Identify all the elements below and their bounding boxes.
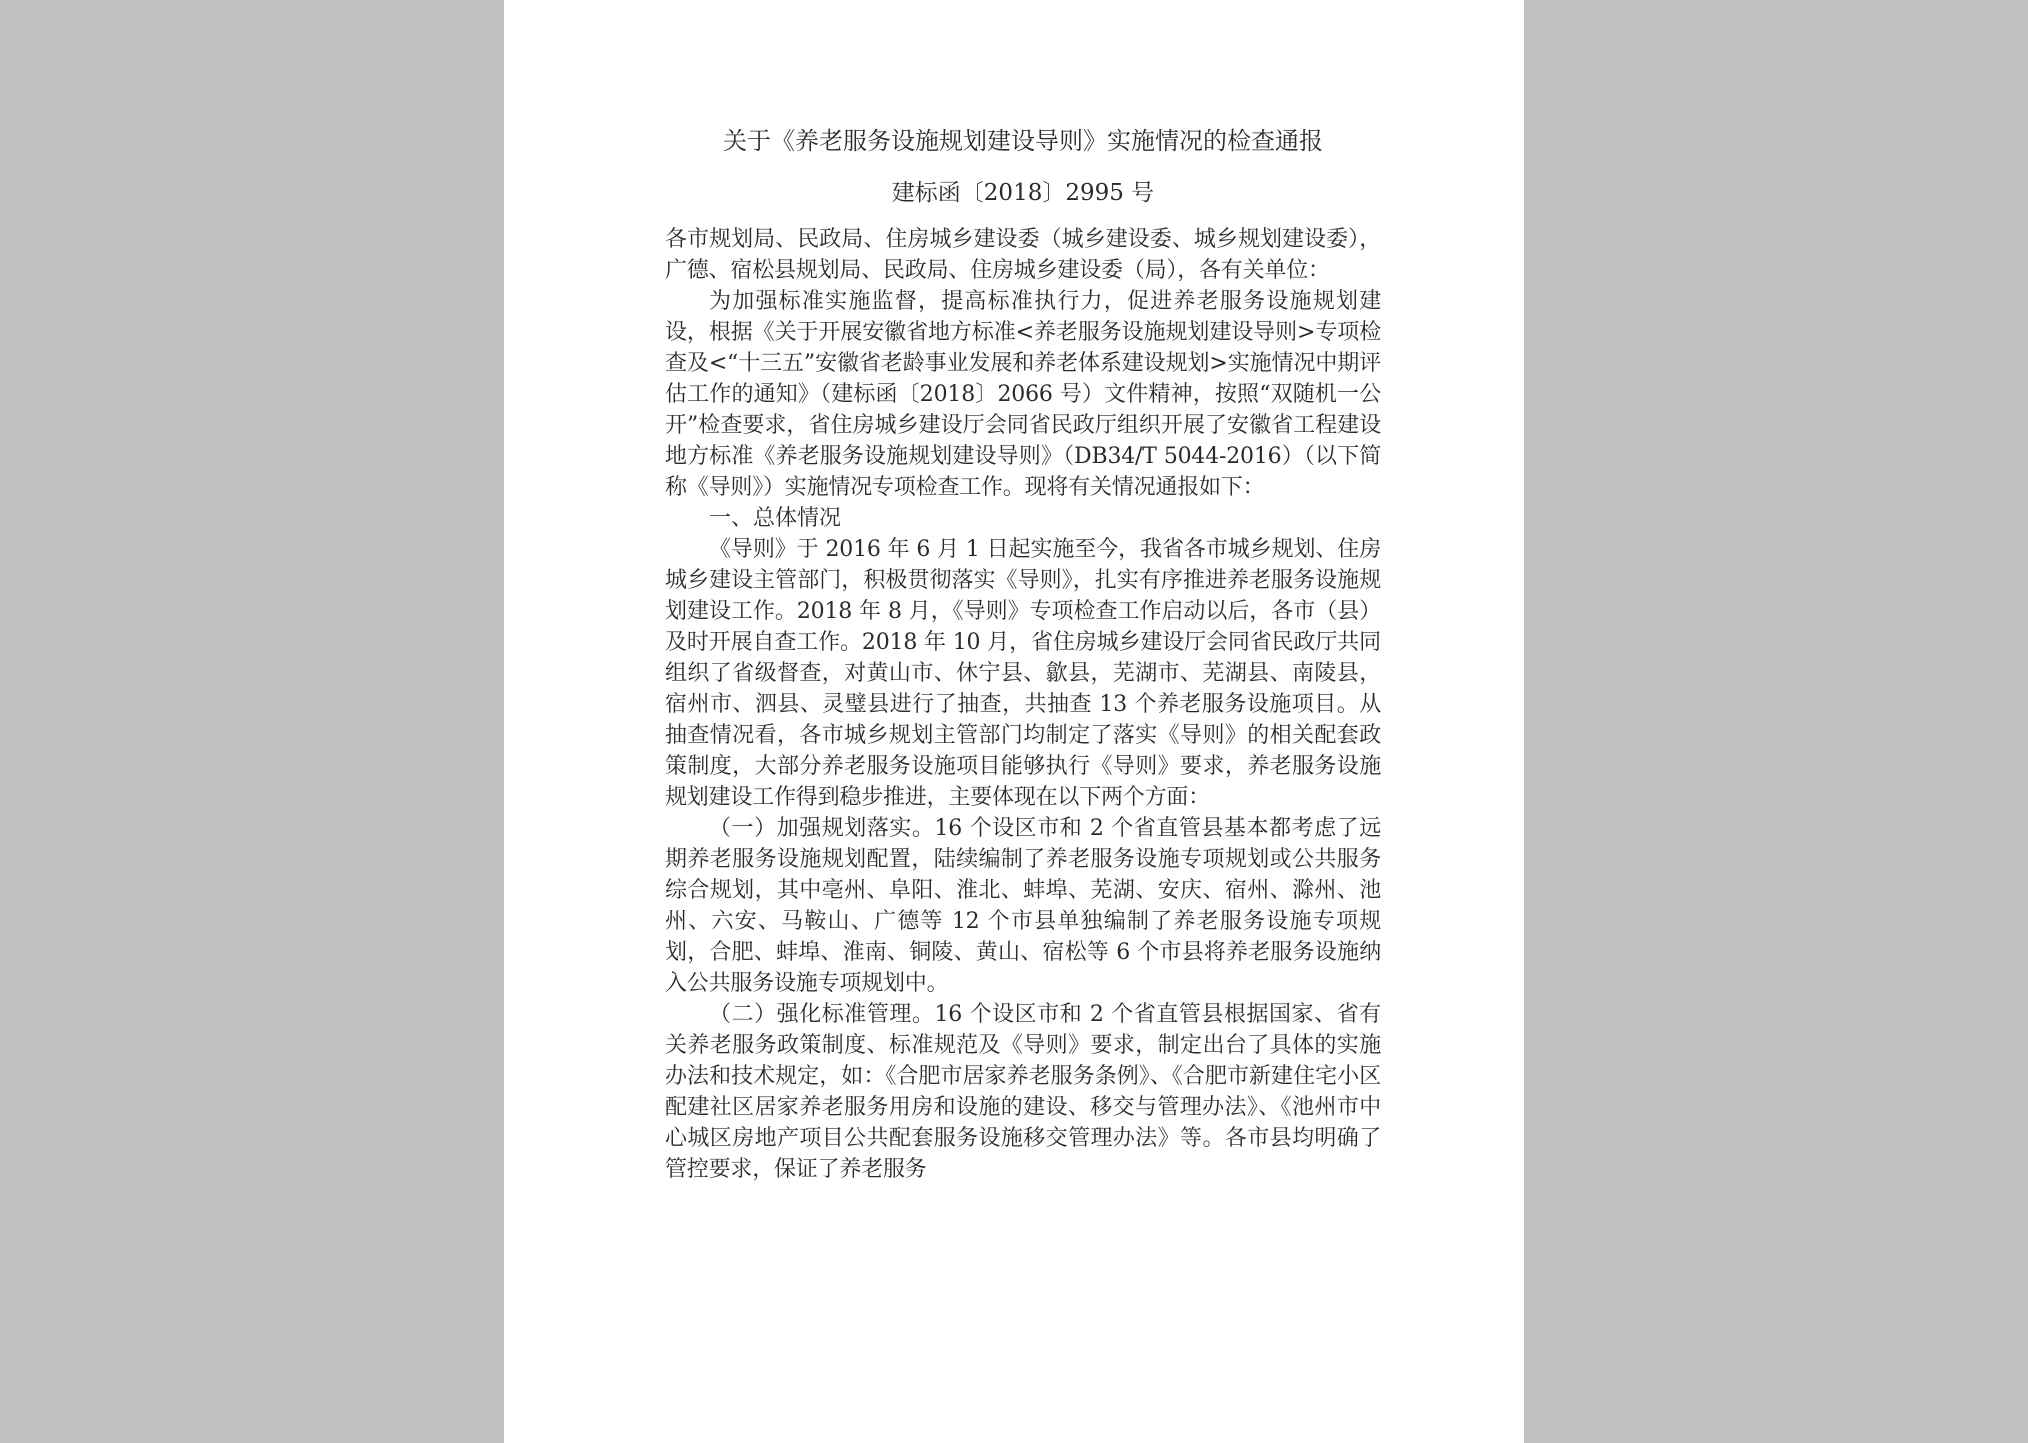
document-number: 建标函〔2018〕2995 号 [891,180,1155,206]
document-title: 关于《养老服务设施规划建设导则》实施情况的检查通报 [723,127,1323,155]
section-heading-overview: 一、总体情况 [709,506,842,531]
recipients-paragraph: 各市规划局、民政局、住房城乡建设委（城乡建设委、城乡规划建设委），广德、宿松县规划局、民政局、住房城乡建设委（局），各有关单位： [665,227,1381,283]
subsection-planning-paragraph: （一）加强规划落实。16 个设区市和 2 个省直管县基本都考虑了远期养老服务设施规划配置，陆续编制了养老服务设施专项规划或公共服务综合规划，其中亳州、阜阳、淮北、蚌埠、芜湖、安庆、宿州、滁州、池州、六安、马鞍山、广德等 12 个市县单独编制了养老服务设施专项规划，合肥、蚌埠、淮南、铜陵、黄山、宿松等 6 个市县将养老服务设施纳入公共服务设施专项规划中。 [665,816,1381,996]
intro-paragraph: 为加强标准实施监督，提高标准执行力，促进养老服务设施规划建设，根据《关于开展安徽省地方标准<养老服务设施规划建设导则>专项检查及<“十三五”安徽省老龄事业发展和养老体系建设规划>实施情况中期评估工作的通知》（建标函〔2018〕2066 号）文件精神，按照“双随机一公开”检查要求，省住房城乡建设厅会同省民政厅组织开展了安徽省工程建设地方标准《养老服务设施规划建设导则》（DB34/T 5044-2016）（以下简称《导则》）实施情况专项检查工作。现将有关情况通报如下： [665,289,1381,500]
overview-paragraph: 《导则》于 2016 年 6 月 1 日起实施至今，我省各市城乡规划、住房城乡建设主管部门，积极贯彻落实《导则》，扎实有序推进养老服务设施规划建设工作。2018 年 8 月，《导则》专项检查工作启动以后，各市（县）及时开展自查工作。2018 年 10 月，省住房城乡建设厅会同省民政厅共同组织了省级督查，对黄山市、休宁县、歙县，芜湖市、芜湖县、南陵县，宿州市、泗县、灵璧县进行了抽查，共抽查 13 个养老服务设施项目。从抽查情况看，各市城乡规划主管部门均制定了落实《导则》的相关配套政策制度，大部分养老服务设施项目能够执行《导则》要求，养老服务设施规划建设工作得到稳步推进，主要体现在以下两个方面： [665,537,1381,810]
document-page [504,0,1524,1443]
subsection-standards-paragraph: （二）强化标准管理。16 个设区市和 2 个省直管县根据国家、省有关养老服务政策制度、标准规范及《导则》要求，制定出台了具体的实施办法和技术规定，如：《合肥市居家养老服务条例》、《合肥市新建住宅小区配建社区居家养老服务用房和设施的建设、移交与管理办法》、《池州市中心城区房地产项目公共配套服务设施移交管理办法》等。各市县均明确了管控要求，保证了养老服务 [665,1002,1381,1182]
document-content [665,100,1381,1185]
